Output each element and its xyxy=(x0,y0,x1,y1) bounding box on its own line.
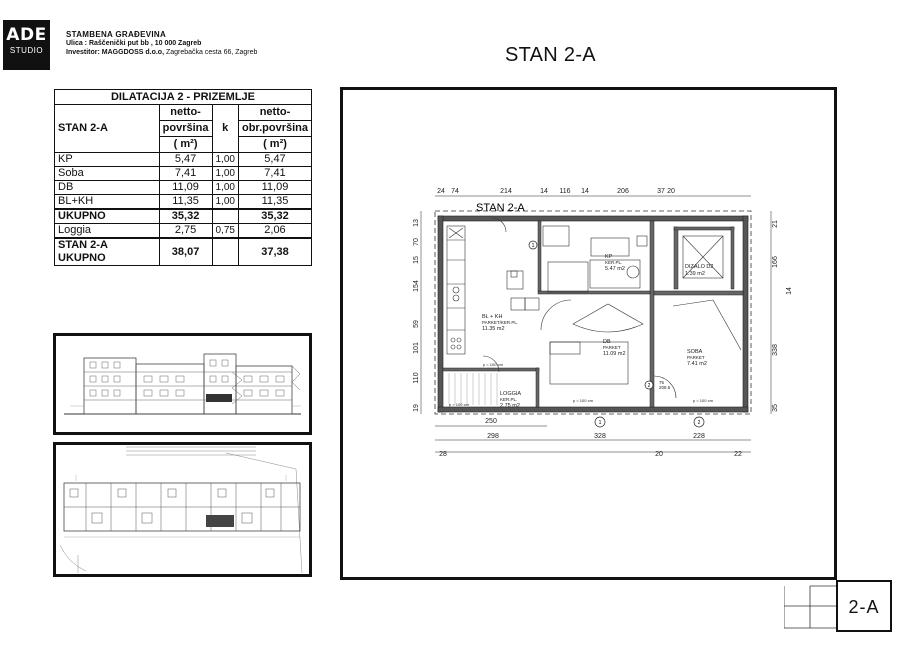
col-header-name: STAN 2-A xyxy=(55,105,160,153)
col-header-obr-1: netto- xyxy=(238,105,311,121)
dim-left-7: 110 xyxy=(413,372,420,384)
loggia-row: Loggia 2,75 0,75 2,06 xyxy=(55,224,312,239)
dim-bottom-328: 328 xyxy=(594,433,606,440)
dim-top-3: 214 xyxy=(500,188,512,195)
circle-label-4: 2 xyxy=(697,420,701,426)
table-caption: DILATACIJA 2 - PRIZEMLJE xyxy=(55,90,312,105)
table-row: BL+KH 11,35 1,00 11,35 xyxy=(55,195,312,210)
table-row: Soba 7,41 1,00 7,41 xyxy=(55,167,312,181)
dim-top-4: 14 xyxy=(540,188,548,195)
dim-left-5: 59 xyxy=(413,320,420,328)
room-bl-name: BL + KH xyxy=(482,314,503,320)
circle-label-3: 1 xyxy=(598,420,602,426)
dim-top-9: 20 xyxy=(667,188,675,195)
col-header-net-1: netto- xyxy=(159,105,212,121)
table-row: DB 11,09 1,00 11,09 xyxy=(55,181,312,195)
dim-left-8: 19 xyxy=(413,404,420,412)
col-header-net-2: površina xyxy=(159,121,212,137)
room-bl-area: 11.35 m2 xyxy=(482,326,505,332)
room-kp-floor: KER.PL. xyxy=(605,260,623,265)
door-width: 75 xyxy=(659,380,665,385)
col-header-k: k xyxy=(212,105,238,153)
dim-bottom-250: 250 xyxy=(485,418,497,425)
room-loggia-area: 2.75 m2 xyxy=(500,403,520,409)
dim-right-4: 338 xyxy=(772,344,779,356)
project-header xyxy=(66,30,257,57)
table-row: KP 5,47 1,00 5,47 xyxy=(55,153,312,167)
project-address: Ulica : Raščenički put bb , 10 000 Zagreb xyxy=(66,40,202,47)
dim-top-8: 37 xyxy=(657,188,665,195)
room-db-floor: PARKET xyxy=(603,345,621,350)
circle-label-1: 1 xyxy=(531,243,535,249)
title-block-grid xyxy=(784,580,838,630)
room-kp-name: KP xyxy=(605,254,613,260)
dim-top-2: 74 xyxy=(451,188,459,195)
project-investor: Investitor: MAGGDOSS d.o.o, Zagrebačka cesta 66, Zagreb xyxy=(66,49,258,56)
dim-left-2: 70 xyxy=(413,238,420,246)
project-title: STAMBENA GRAĐEVINA xyxy=(66,30,167,39)
dim-left-3: 15 xyxy=(413,256,420,264)
page-title: STAN 2-A xyxy=(505,44,596,66)
dim-right-3: 14 xyxy=(786,287,793,295)
room-db-area: 11.09 m2 xyxy=(603,351,626,357)
dim-right-2: 166 xyxy=(772,256,779,268)
floor-plan-drawing xyxy=(343,90,834,577)
col-header-obr-3: ( m²) xyxy=(238,137,311,153)
dim-right-5: 35 xyxy=(772,404,779,412)
col-header-net-3: ( m²) xyxy=(159,137,212,153)
sheet-tag: 2-A xyxy=(836,580,892,632)
room-loggia-floor: KER.PL. xyxy=(500,397,518,402)
site-plan-drawing xyxy=(56,445,309,574)
room-loggia-name: LOGGIA xyxy=(500,391,522,397)
dim-bottom-28: 28 xyxy=(439,451,447,458)
room-kp-area: 5.47 m2 xyxy=(605,266,625,272)
room-bl-floor: PARKET/KER.PL. xyxy=(482,320,519,325)
dim-bottom-298: 298 xyxy=(487,433,499,440)
dim-top-6: 14 xyxy=(581,188,589,195)
dim-top-5: 116 xyxy=(559,188,571,195)
dim-top-7: 206 xyxy=(617,188,629,195)
floor-plan-frame xyxy=(340,87,837,580)
window-4: p = 100 cm xyxy=(483,362,503,367)
room-soba-floor: PARKET xyxy=(687,355,705,360)
site-plan-thumbnail xyxy=(53,442,312,577)
window-1: p = 100 cm xyxy=(449,402,469,407)
subtotal-row: UKUPNO 35,32 35,32 xyxy=(55,209,312,224)
door-height: 208.5 xyxy=(659,385,671,390)
dim-bottom-20: 20 xyxy=(655,451,663,458)
window-3: p = 100 cm xyxy=(693,398,713,403)
dim-top-1: 24 xyxy=(437,188,445,195)
unit-highlight-plan xyxy=(206,515,234,527)
elevation-thumbnail xyxy=(53,333,312,435)
room-soba-name: SOBA xyxy=(687,349,703,355)
area-table xyxy=(54,89,312,266)
room-db-name: DB xyxy=(603,339,611,345)
dim-left-4: 154 xyxy=(413,280,420,292)
room-soba-area: 7.41 m2 xyxy=(687,361,707,367)
circle-label-2: 2 xyxy=(647,383,651,389)
dim-left-6: 101 xyxy=(413,342,420,354)
company-logo xyxy=(3,20,50,70)
elevation-drawing xyxy=(56,336,309,432)
total-row: STAN 2-A UKUPNO 38,07 37,38 xyxy=(55,238,312,266)
plan-unit-label: STAN 2-A xyxy=(476,202,525,214)
col-header-obr-2: obr.površina xyxy=(238,121,311,137)
dim-left-1: 13 xyxy=(413,219,420,227)
logo-top-text: ADE xyxy=(6,25,47,45)
dim-bottom-22: 22 xyxy=(734,451,742,458)
unit-highlight xyxy=(206,394,232,402)
room-lift-name: DIZALO D2 xyxy=(685,264,714,270)
window-2: p = 100 cm xyxy=(573,398,593,403)
dim-bottom-228: 228 xyxy=(693,433,705,440)
dim-right-1: 21 xyxy=(772,220,779,228)
logo-bottom-text: STUDIO xyxy=(9,46,44,55)
room-lift-area: 1.39 m2 xyxy=(685,271,705,277)
